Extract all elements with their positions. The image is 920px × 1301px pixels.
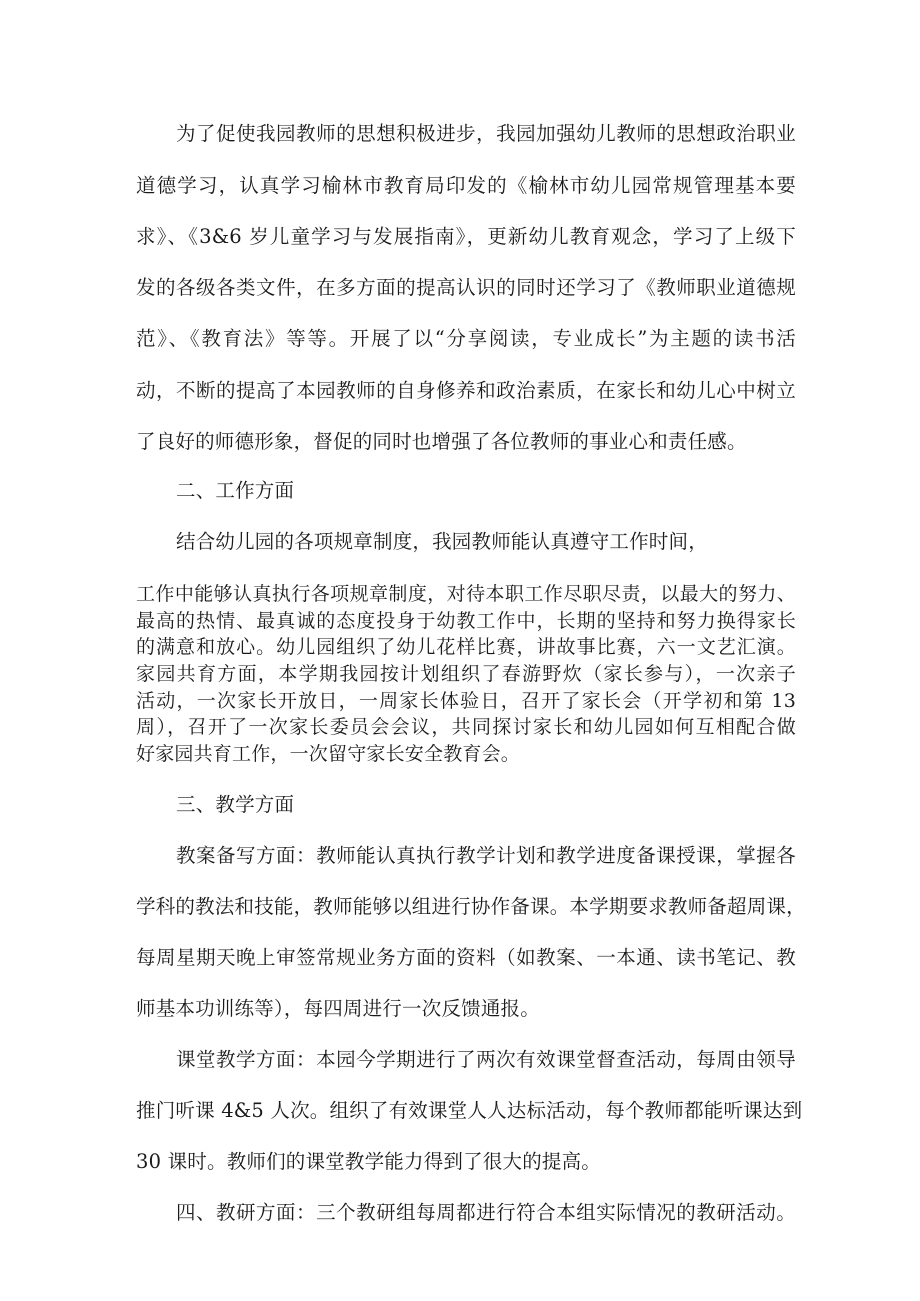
text-line: 30 课时。教师们的课堂教学能力得到了很大的提高。 [136, 1150, 602, 1173]
text-line: 发的各级各类文件，在多方面的提高认识的同时还学习了《教师职业道德规 [136, 276, 796, 299]
section-heading: 二、工作方面 [176, 479, 295, 502]
text-line: 教案备写方面：教师能认真执行教学计划和教学进度备课授课，掌握各 [176, 844, 796, 867]
text-line: 师基本功训练等），每四周进行一次反馈通报。 [136, 997, 540, 1020]
text-line: 道德学习，认真学习榆林市教育局印发的《榆林市幼儿园常规管理基本要 [136, 174, 796, 197]
text-line: 活动，一次家长开放日，一周家长体验日，召开了家长会（开学初和第 13 [136, 690, 796, 712]
text-line: 好家园共育工作，一次留守家长安全教育会。 [136, 743, 521, 765]
text-line: 了良好的师德形象，督促的同时也增强了各位教师的事业心和责任感。 [136, 430, 747, 453]
text-line: 最高的热情、最真诚的态度投身于幼教工作中，长期的坚持和努力换得家长 [136, 610, 796, 632]
text-line: 为了促使我园教师的思想积极进步，我园加强幼儿教师的思想政治职业 [176, 122, 796, 145]
text-line: 课堂教学方面：本园今学期进行了两次有效课堂督查活动，每周由领导 [176, 1048, 796, 1071]
text-line: 求》、《3&6 岁儿童学习与发展指南》，更新幼儿教育观念，学习了上级下 [136, 225, 796, 248]
text-line: 结合幼儿园的各项规章制度，我园教师能认真遵守工作时间， [176, 530, 708, 553]
text-line: 的满意和放心。幼儿园组织了幼儿花样比赛，讲故事比赛，六一文艺汇演。 [136, 636, 796, 658]
text-line: 每周星期天晚上审签常规业务方面的资料（如教案、一本通、读书笔记、教 [136, 946, 796, 969]
text-line: 范》、《教育法》等等。开展了以“分享阅读，专业成长”为主题的读书活 [136, 327, 796, 350]
text-line: 推门听课 4&5 人次。组织了有效课堂人人达标活动，每个教师都能听课达到 [136, 1099, 803, 1122]
text-line: 四、教研方面：三个教研组每周都进行符合本组实际情况的教研活动。 [176, 1201, 796, 1224]
text-line: 周），召开了一次家长委员会会议，共同探讨家长和幼儿园如何互相配合做 [136, 716, 796, 738]
text-line: 家园共育方面，本学期我园按计划组织了春游野炊（家长参与），一次亲子 [136, 663, 796, 685]
text-line: 工作中能够认真执行各项规章制度，对待本职工作尽职尽责，以最大的努力、 [136, 583, 796, 605]
text-line: 学科的教法和技能，教师能够以组进行协作备课。本学期要求教师备超周课， [136, 895, 806, 918]
section-heading: 三、教学方面 [176, 793, 295, 816]
text-line: 动，不断的提高了本园教师的自身修养和政治素质，在家长和幼儿心中树立 [136, 379, 796, 402]
